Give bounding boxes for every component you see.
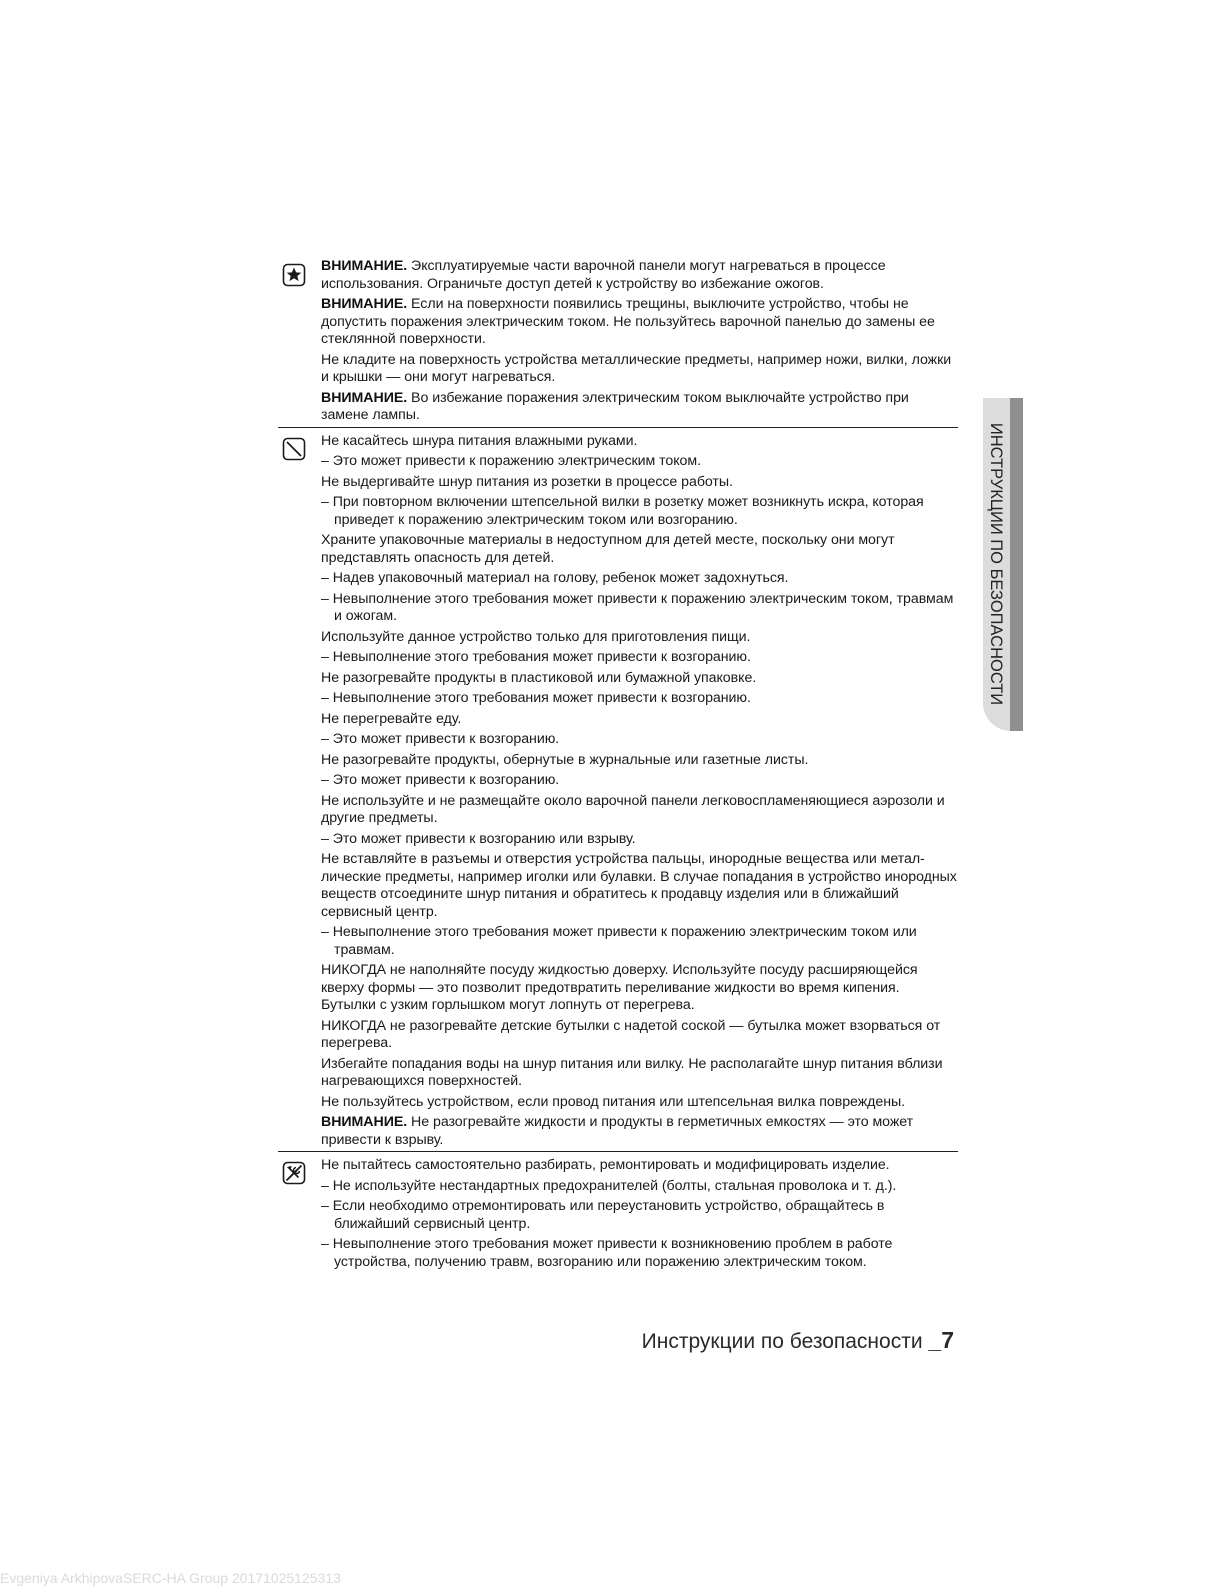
instruction-paragraph: Храните упаковочные материалы в недоступном для детей месте, поскольку они могут представлять опасность для детей. xyxy=(321,532,895,566)
instruction-paragraph: НИКОГДА не разогревайте детские бутылки с надетой соской — бутылка может взорваться от перегрева. xyxy=(321,1017,941,1051)
chapter-tab-label: ИНСТРУКЦИИ ПО БЕЗОПАСНОСТИ xyxy=(987,422,1005,706)
caution-paragraph: ВНИМАНИЕ. Во избежание поражения электрическим током выключайте устройство при замене лампы. xyxy=(321,389,909,423)
consequence-item: – Надев упаковочный материал на голову, ребенок может задохнуться. xyxy=(321,570,789,586)
instruction-paragraph: Не перегревайте еду. xyxy=(321,710,462,727)
instruction-paragraph: Не пытайтесь самостоятельно разбирать, ремонтировать и модифицировать изделие. xyxy=(321,1157,890,1173)
no-disassembly-section xyxy=(278,1151,958,1271)
prohibited-icon xyxy=(282,437,306,461)
page-number: _7 xyxy=(928,1327,954,1353)
consequence-item: – Невыполнение этого требования может привести к возгоранию. xyxy=(321,649,751,665)
consequence-item: – Невыполнение этого требования может привести к поражению электрическим током или травмам. xyxy=(321,924,917,958)
consequence-item: – Это может привести к возгоранию или взрыву. xyxy=(321,830,636,847)
warning-section xyxy=(278,258,958,425)
consequence-item: – Это может привести к поражению электрическим током. xyxy=(321,453,701,469)
no-disassembly-icon xyxy=(282,1161,306,1185)
instruction-paragraph: Используйте данное устройство только для приготовления пищи. xyxy=(321,628,751,645)
consequence-item: – Это может привести к возгоранию. xyxy=(321,731,560,747)
instruction-paragraph: Не кладите на поверхность устройства металлические предметы, например ножи, вилки, ложки и крышки — они могут нагреваться. xyxy=(321,351,952,385)
instruction-paragraph: Не используйте и не размещайте около варочной панели легковоспламеняющиеся аэрозоли и другие предметы. xyxy=(321,792,945,826)
prohibited-section xyxy=(278,427,958,1150)
consequence-item: – Невыполнение этого требования может привести к поражению электрическим током, травмам и ожогам. xyxy=(321,590,954,624)
instruction-paragraph: Не пользуйтесь устройством, если провод питания или штепсельная вилка повреждены. xyxy=(321,1093,906,1110)
consequence-item: – Если необходимо отремонтировать или переустановить устройство, обращайтесь в ближайший сервисный центр. xyxy=(321,1198,885,1232)
instruction-paragraph: НИКОГДА не наполняйте посуду жидкостью доверху. Используйте посуду расширяющейся кверху формы — это позволит предотвратить переливание жидкости во время кипения. Бутылки с узким горлышком могут лопнуть от перегрева. xyxy=(321,962,918,1013)
instruction-paragraph: Не вставляйте в разъемы и отверстия устройства пальцы, инородные вещества или метал-лические предметы, например иголки или булавки. В случае попадания в устройство инородных веществ отсоедините шнур питания и обратитесь к продавцу изделия или в ближайший сервисный центр. xyxy=(321,851,957,920)
caution-paragraph: ВНИМАНИЕ. Не разогревайте жидкости и продукты в герметичных емкостях — это может привести к взрыву. xyxy=(321,1114,914,1148)
instructions-content xyxy=(278,258,958,1273)
footer-title: Инструкции по безопасности xyxy=(641,1330,929,1353)
instruction-paragraph: Не разогревайте продукты, обернутые в журнальные или газетные листы. xyxy=(321,751,809,768)
consequence-item: – Невыполнение этого требования может привести к возникновению проблем в работе устройства, получению травм, возгоранию или поражению электрическим током. xyxy=(321,1236,893,1270)
instruction-paragraph: Избегайте попадания воды на шнур питания или вилку. Не располагайте шнур питания вблизи нагревающихся поверхностей. xyxy=(321,1055,943,1089)
instruction-paragraph: Не касайтесь шнура питания влажными руками. xyxy=(321,432,638,449)
consequence-item: – Не используйте нестандартных предохранителей (болты, стальная проволока и т. д.). xyxy=(321,1177,897,1194)
caution-paragraph: ВНИМАНИЕ. Эксплуатируемые части варочной панели могут нагреваться в процессе использования. Ограничьте доступ детей к устройству во избежание ожогов. xyxy=(321,258,886,292)
consequence-item: – При повторном включении штепсельной вилки в розетку может возникнуть искра, которая приведет к поражению электрическим током или возгоранию. xyxy=(321,494,924,528)
watermark: Evgeniya ArkhipovaSERC-HA Group 20171025125313 xyxy=(0,1570,341,1586)
star-warning-icon xyxy=(282,263,306,287)
page-footer xyxy=(540,1327,954,1354)
caution-paragraph: ВНИМАНИЕ. Если на поверхности появились трещины, выключите устройство, чтобы не допустить поражения электрическим током. Не пользуйтесь варочной панелью до замены ее стеклянной поверхности. xyxy=(321,296,935,347)
chapter-tab-bar xyxy=(1010,398,1023,731)
consequence-item: – Это может привести к возгоранию. xyxy=(321,772,560,788)
instruction-paragraph: Не выдергивайте шнур питания из розетки в процессе работы. xyxy=(321,473,733,490)
consequence-item: – Невыполнение этого требования может привести к возгоранию. xyxy=(321,690,751,706)
instruction-paragraph: Не разогревайте продукты в пластиковой или бумажной упаковке. xyxy=(321,669,757,686)
